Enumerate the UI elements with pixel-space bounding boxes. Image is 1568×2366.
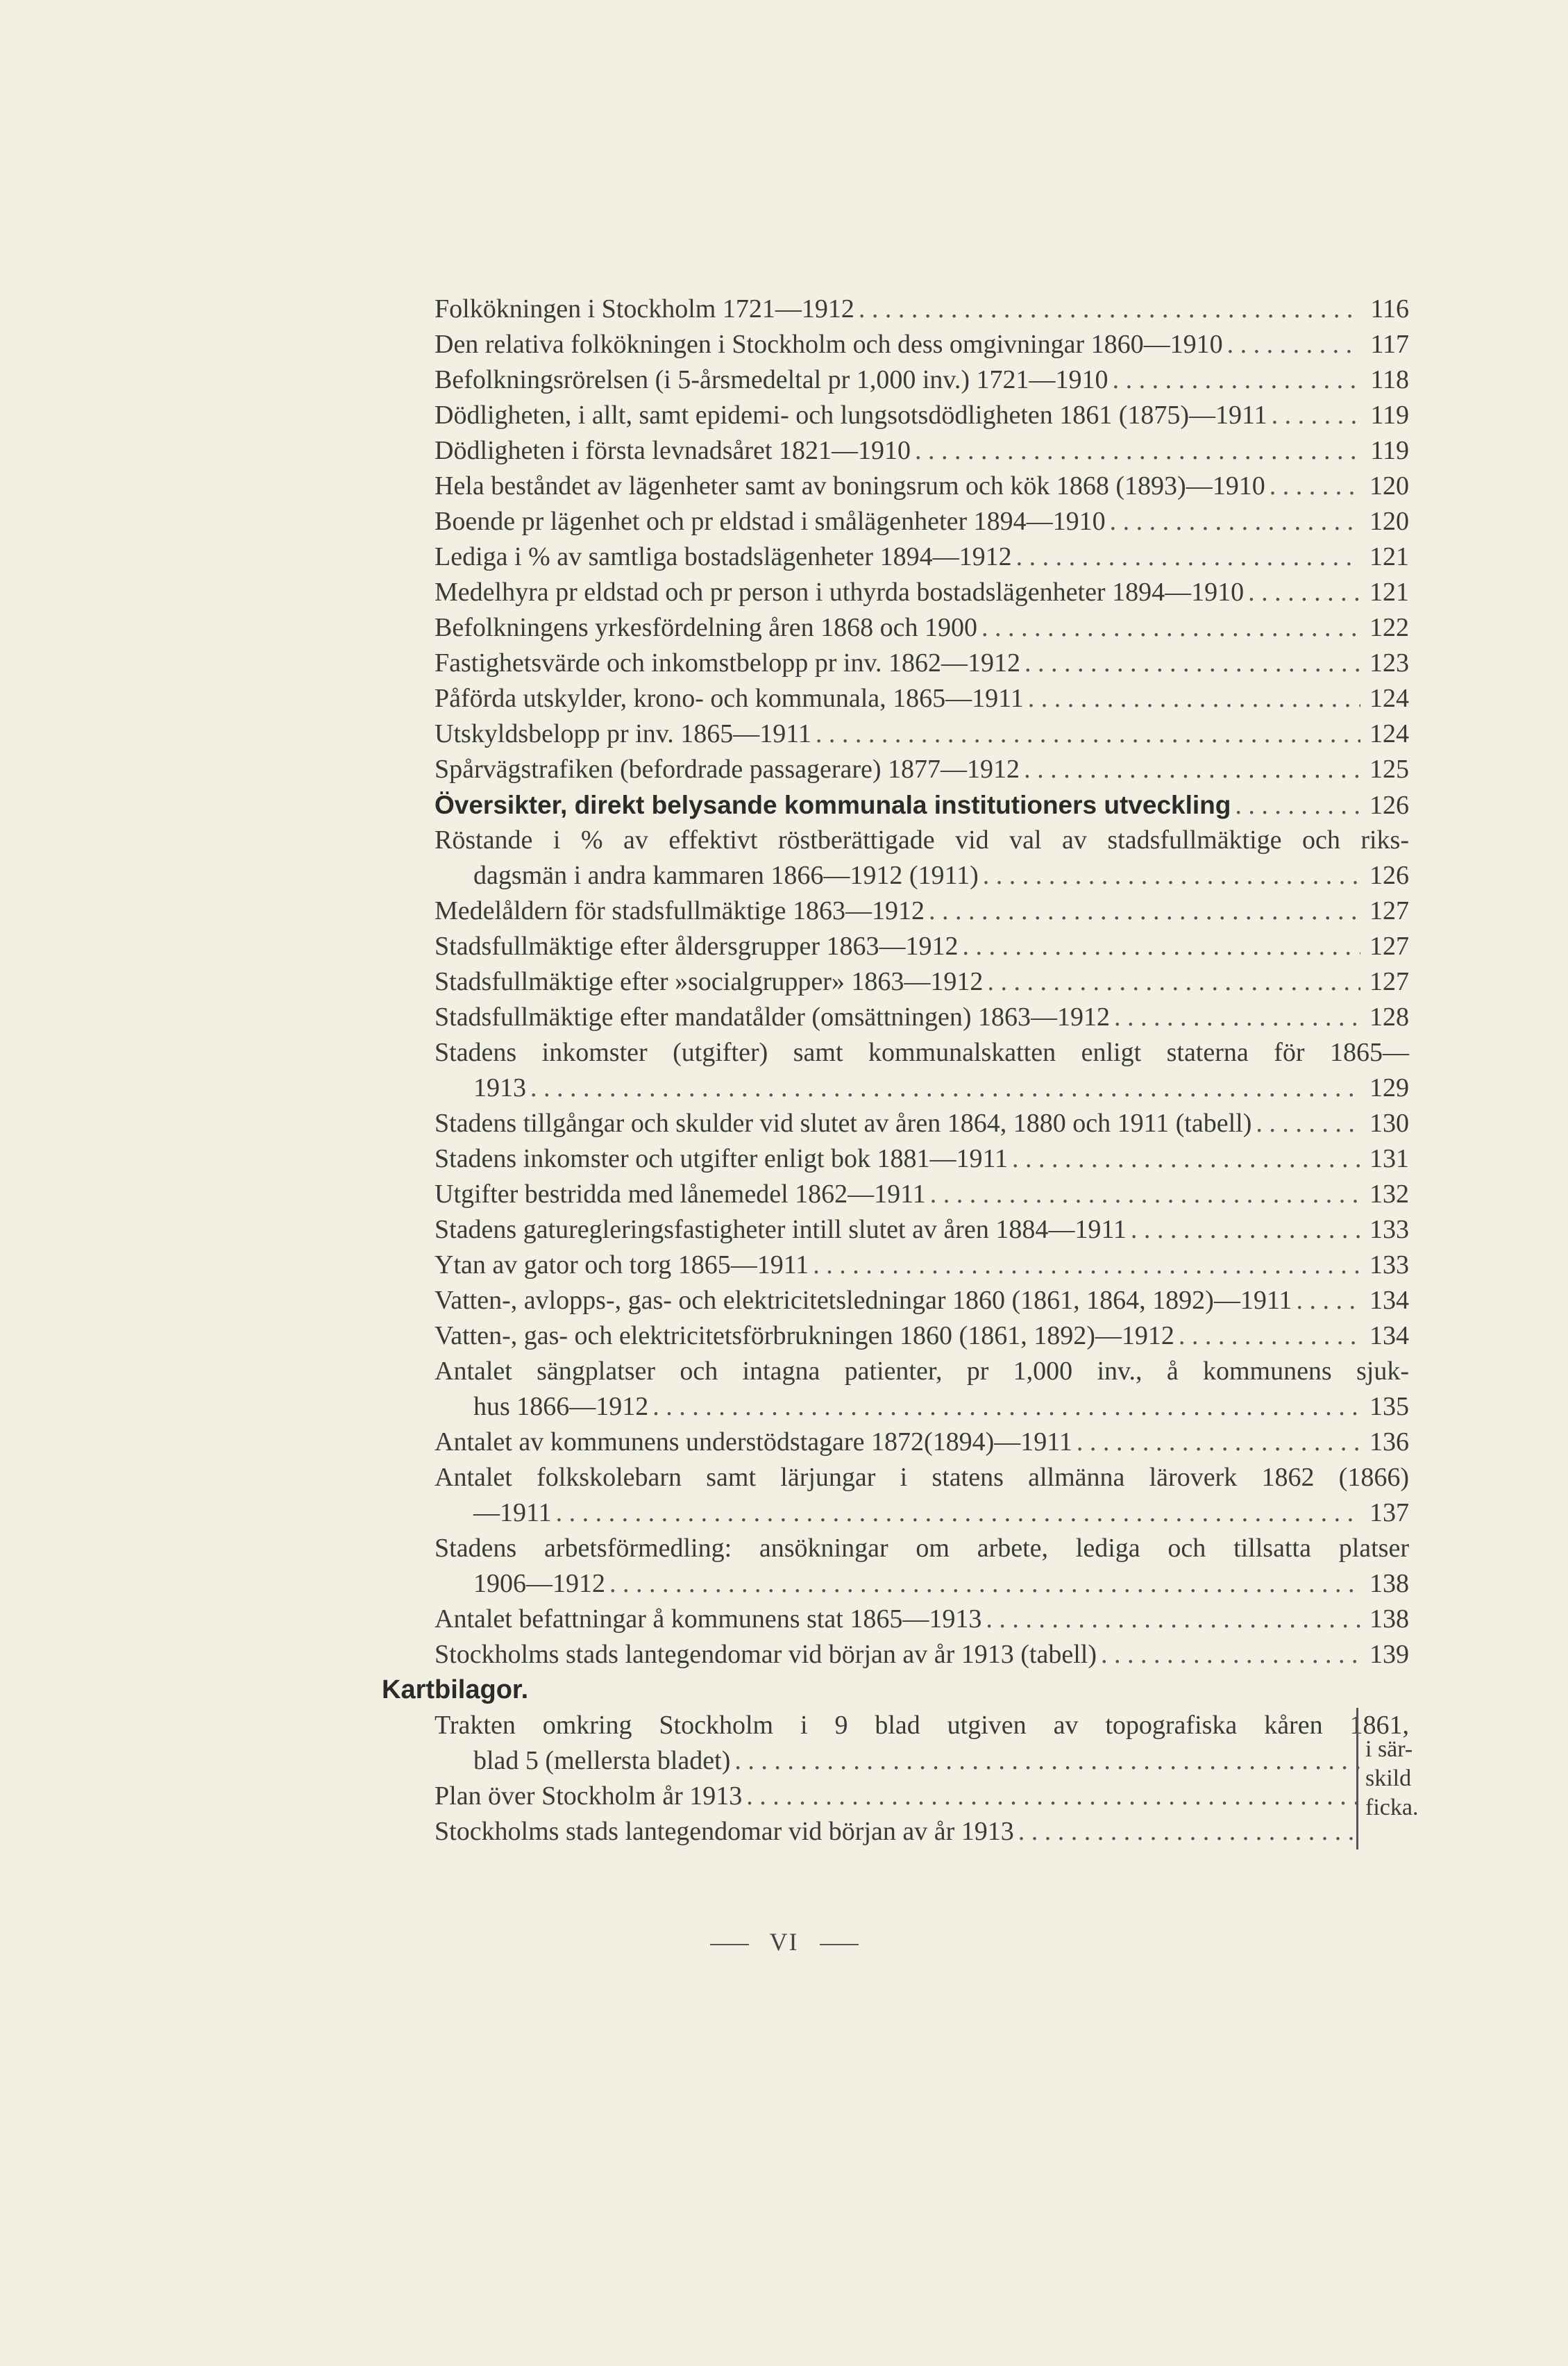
entry-page: 134 — [1369, 1286, 1409, 1315]
toc-entry — [435, 964, 1409, 1000]
dot-leader — [1235, 788, 1360, 823]
toc-entry — [435, 575, 1409, 610]
entry-page: 126 — [1369, 791, 1409, 820]
entry-title: Medelåldern för stadsfullmäktige 1863—1912 — [435, 896, 925, 925]
entry-page: 123 — [1369, 648, 1409, 678]
entry-page: 118 — [1370, 365, 1409, 394]
entry-page: 133 — [1369, 1250, 1409, 1280]
page-number — [0, 1927, 1568, 1956]
entry-title: Antalet av kommunens understödstagare 1872(1894)—1911 — [435, 1427, 1072, 1457]
toc-entry — [435, 1708, 1409, 1779]
dot-leader — [963, 929, 1360, 964]
toc-entry — [435, 610, 1409, 646]
toc-entry — [435, 398, 1409, 433]
entry-title: hus 1866—1912 — [473, 1392, 649, 1421]
entry-title: Stadens inkomster och utgifter enligt bok 1881—1911 — [435, 1144, 1009, 1173]
entry-page: 125 — [1369, 755, 1409, 784]
toc-entry — [435, 292, 1409, 327]
toc-entry — [435, 893, 1409, 929]
dot-leader — [1016, 539, 1360, 575]
entry-page: 116 — [1370, 294, 1409, 324]
dot-leader — [1227, 327, 1360, 362]
entry-page: 133 — [1369, 1215, 1409, 1244]
entry-title: Röstande i % av effektivt röstberättigade vid val av stadsfullmäktige och riks- — [435, 825, 1409, 855]
toc-entry — [435, 929, 1409, 964]
entry-title: Den relativa folkökningen i Stockholm och dess omgivningar 1860—1910 — [435, 330, 1223, 359]
dot-leader — [1012, 1141, 1360, 1177]
entry-title: Påförda utskylder, krono- och kommunala, 1865—1911 — [435, 684, 1024, 713]
toc-entry — [435, 539, 1409, 575]
entry-title: Medelhyra pr eldstad och pr person i uthyrda bostadslägenheter 1894—1910 — [435, 578, 1245, 607]
toc-entry — [435, 1814, 1409, 1849]
entry-title: Vatten-, avlopps-, gas- och elektricitetsledningar 1860 (1861, 1864, 1892)—1911 — [435, 1286, 1292, 1315]
dot-leader — [816, 716, 1360, 752]
dot-leader — [1025, 646, 1360, 681]
toc-entry — [435, 327, 1409, 362]
dot-leader — [652, 1389, 1360, 1425]
entry-title: dagsmän i andra kammaren 1866—1912 (1911) — [473, 861, 979, 890]
entry-title: Utgifter bestridda med lånemedel 1862—1911 — [435, 1180, 926, 1209]
entry-title: Trakten omkring Stockholm i 9 blad utgiven av topografiska kåren 1861, — [435, 1711, 1409, 1740]
table-of-contents — [382, 292, 1419, 1849]
toc-entry — [435, 752, 1409, 787]
dot-leader — [1179, 1318, 1360, 1354]
toc-entry — [435, 469, 1409, 504]
toc-entry — [435, 1425, 1409, 1460]
entry-page: 120 — [1369, 471, 1409, 501]
maps-note-line: i sär- — [1365, 1736, 1413, 1762]
entry-title: Vatten-, gas- och elektricitetsförbrukningen 1860 (1861, 1892)—1912 — [435, 1321, 1174, 1350]
dot-leader — [556, 1495, 1360, 1531]
dot-leader — [983, 858, 1360, 893]
entry-title: 1906—1912 — [473, 1569, 605, 1598]
entry-page: 128 — [1369, 1002, 1409, 1032]
dot-leader — [1101, 1637, 1360, 1672]
dot-leader — [987, 964, 1360, 1000]
entry-page: 127 — [1369, 932, 1409, 961]
entry-title: Ytan av gator och torg 1865—1911 — [435, 1250, 809, 1280]
toc-entry — [435, 1106, 1409, 1141]
toc-entry — [435, 1531, 1409, 1602]
dot-leader — [1077, 1425, 1360, 1460]
toc-entry — [435, 1000, 1409, 1035]
dot-leader — [734, 1743, 1360, 1779]
entry-title: Stadsfullmäktige efter »socialgrupper» 1863—1912 — [435, 967, 984, 996]
entry-title: Boende pr lägenhet och pr eldstad i smålägenheter 1894—1910 — [435, 507, 1106, 536]
dot-leader — [981, 610, 1360, 646]
entry-page: 139 — [1369, 1640, 1409, 1669]
entry-page: 126 — [1369, 861, 1409, 890]
dot-leader — [986, 1602, 1360, 1637]
entry-title: Antalet folkskolebarn samt lärjungar i statens allmänna läroverk 1862 (1866) — [435, 1463, 1409, 1492]
entry-page: 117 — [1370, 330, 1409, 359]
entry-page: 138 — [1369, 1569, 1409, 1598]
dot-leader — [915, 433, 1360, 469]
dot-leader — [1110, 504, 1360, 539]
toc-entry — [435, 504, 1409, 539]
entry-page: 119 — [1370, 401, 1409, 430]
toc-entry — [435, 433, 1409, 469]
footer-dash-right — [820, 1944, 859, 1945]
toc-entry — [435, 646, 1409, 681]
entry-title: Plan över Stockholm år 1913 — [435, 1781, 743, 1811]
page-number-label: VI — [769, 1928, 799, 1956]
toc-entry — [435, 1212, 1409, 1248]
dot-leader — [1131, 1212, 1360, 1248]
entry-title: —1911 — [473, 1498, 552, 1527]
toc-entry — [435, 1460, 1409, 1531]
dot-leader — [1296, 1283, 1360, 1318]
maps-heading: Kartbilagor. — [382, 1675, 529, 1704]
dot-leader — [1114, 1000, 1360, 1035]
toc-entry — [435, 1035, 1409, 1106]
dot-leader — [1024, 752, 1360, 787]
entry-title: Lediga i % av samtliga bostadslägenheter 1894—1912 — [435, 542, 1012, 571]
entry-title: Dödligheten, i allt, samt epidemi- och lungsotsdödligheten 1861 (1875)—1911 — [435, 401, 1267, 430]
dot-leader — [859, 292, 1360, 327]
entry-title: Stadens gaturegleringsfastigheter intill slutet av åren 1884—1911 — [435, 1215, 1127, 1244]
entry-title: Stadsfullmäktige efter mandatålder (omsättningen) 1863—1912 — [435, 1002, 1110, 1032]
dot-leader — [609, 1566, 1360, 1602]
toc-entry — [435, 1248, 1409, 1283]
maps-list — [435, 1708, 1419, 1849]
toc-entry — [435, 1283, 1409, 1318]
dot-leader — [1272, 398, 1360, 433]
dot-leader — [1248, 575, 1360, 610]
entry-title: Stadens inkomster (utgifter) samt kommunalskatten enligt staterna för 1865— — [435, 1038, 1409, 1067]
maps-note-brace — [1356, 1708, 1433, 1849]
entry-page: 124 — [1369, 719, 1409, 748]
entry-page: 136 — [1369, 1427, 1409, 1457]
toc-entry — [435, 1177, 1409, 1212]
entry-title: Stadsfullmäktige efter åldersgrupper 1863—1912 — [435, 932, 959, 961]
entry-page: 134 — [1369, 1321, 1409, 1350]
entry-page: 120 — [1369, 507, 1409, 536]
entry-title: Stadens arbetsförmedling: ansökningar om arbete, lediga och tillsatta platser — [435, 1534, 1409, 1563]
entry-title: Översikter, direkt belysande kommunala institutioners utveckling — [435, 791, 1231, 819]
section-entry — [435, 787, 1409, 823]
footer-dash-left — [710, 1944, 749, 1945]
maps-note-line: ficka. — [1365, 1795, 1419, 1820]
dot-leader — [1256, 1106, 1360, 1141]
entry-page: 129 — [1369, 1073, 1409, 1102]
toc-entry — [435, 1354, 1409, 1425]
entry-page: 138 — [1369, 1604, 1409, 1634]
entry-title: Antalet sängplatser och intagna patienter, pr 1,000 inv., å kommunens sjuk- — [435, 1357, 1409, 1386]
entry-title: Dödligheten i första levnadsåret 1821—1910 — [435, 436, 911, 465]
toc-entry — [435, 681, 1409, 716]
dot-leader — [1018, 1814, 1360, 1849]
entry-title: Stadens tillgångar och skulder vid slutet av åren 1864, 1880 och 1911 (tabell) — [435, 1109, 1252, 1138]
maps-note-line: skild — [1365, 1765, 1412, 1791]
toc-entry — [435, 823, 1409, 893]
dot-leader — [1028, 681, 1360, 716]
entry-title: Fastighetsvärde och inkomstbelopp pr inv. 1862—1912 — [435, 648, 1020, 678]
entry-title: blad 5 (mellersta bladet) — [473, 1746, 731, 1775]
dot-leader — [1113, 362, 1360, 398]
entry-page: 132 — [1369, 1180, 1409, 1209]
dot-leader — [530, 1071, 1360, 1106]
entry-title: Stockholms stads lantegendomar vid början av år 1913 — [435, 1817, 1014, 1846]
toc-entry — [435, 716, 1409, 752]
entry-title: Hela beståndet av lägenheter samt av boningsrum och kök 1868 (1893)—1910 — [435, 471, 1265, 501]
entry-title: Folkökningen i Stockholm 1721—1912 — [435, 294, 854, 324]
entry-page: 127 — [1369, 967, 1409, 996]
entry-page: 130 — [1369, 1109, 1409, 1138]
entry-title: 1913 — [473, 1073, 526, 1102]
entry-page: 124 — [1369, 684, 1409, 713]
toc-entry — [435, 1779, 1409, 1814]
entry-page: 122 — [1369, 613, 1409, 642]
entry-page: 119 — [1370, 436, 1409, 465]
dot-leader — [813, 1248, 1360, 1283]
entry-title: Befolkningens yrkesfördelning åren 1868 och 1900 — [435, 613, 977, 642]
dot-leader — [746, 1779, 1360, 1814]
dot-leader — [930, 1177, 1360, 1212]
entry-title: Spårvägstrafiken (befordrade passagerare) 1877—1912 — [435, 755, 1020, 784]
entry-title: Stockholms stads lantegendomar vid början av år 1913 (tabell) — [435, 1640, 1097, 1669]
dot-leader — [929, 893, 1360, 929]
toc-entry — [435, 362, 1409, 398]
toc-entry — [435, 1602, 1409, 1637]
entry-title: Antalet befattningar å kommunens stat 1865—1913 — [435, 1604, 982, 1634]
entry-page: 135 — [1369, 1392, 1409, 1421]
dot-leader — [1270, 469, 1360, 504]
toc-entry — [435, 1141, 1409, 1177]
entry-title: Befolkningsrörelsen (i 5-årsmedeltal pr 1,000 inv.) 1721—1910 — [435, 365, 1108, 394]
toc-entry — [435, 1318, 1409, 1354]
entry-title: Utskyldsbelopp pr inv. 1865—1911 — [435, 719, 811, 748]
entry-page: 121 — [1369, 578, 1409, 607]
toc-entry — [435, 1637, 1409, 1672]
entry-page: 121 — [1369, 542, 1409, 571]
entry-page: 131 — [1369, 1144, 1409, 1173]
entry-page: 137 — [1369, 1498, 1409, 1527]
entry-page: 127 — [1369, 896, 1409, 925]
